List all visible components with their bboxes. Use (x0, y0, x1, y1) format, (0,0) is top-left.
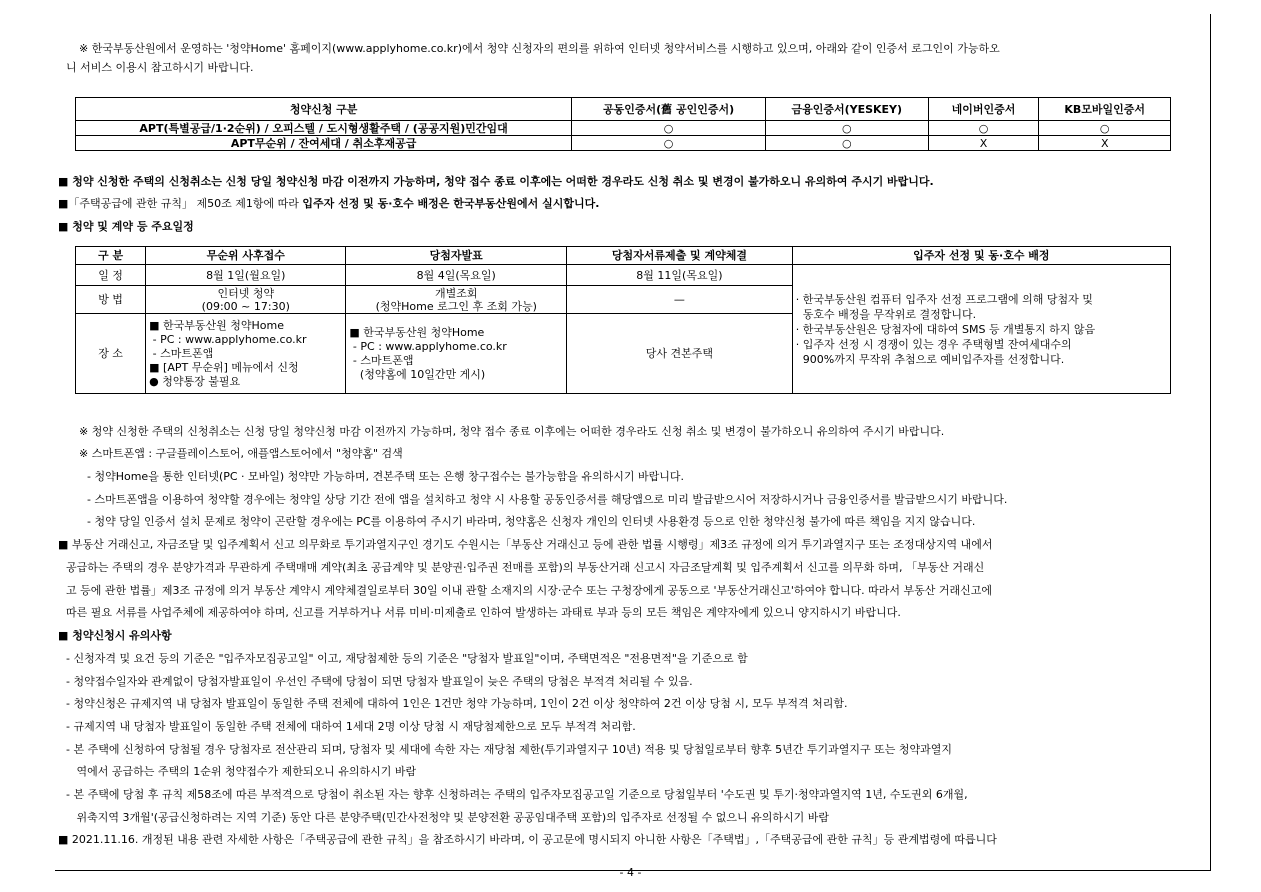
cell-line: 인터넷 청약 (217, 286, 275, 300)
table-cell: APT(특별공급/1·2순위) / 오피스텔 / 도시형생활주택 / (공공지원)민간임대 (76, 121, 572, 136)
note-line: ※ 청약 신청한 주택의 신청취소는 신청 당일 청약신청 마감 이전까지 가능하며, 청약 접수 종료 이후에는 어떠한 경우라도 신청 취소 및 변경이 불가하오니 유의하여 주시기 바랍니다. (79, 425, 945, 438)
cell-line: ■ 한국부동산원 청약Home (149, 318, 285, 332)
table-cell: 8월 4일(목요일) (346, 265, 567, 286)
assignment-line: · 한국부동산원은 당첨자에 대하여 SMS 등 개별통지 하지 않음 (795, 322, 1096, 336)
table-cell (146, 314, 346, 394)
caution-line: - 본 주택에 신청하여 당첨될 경우 당첨자로 전산관리 되며, 당첨자 및 세대에 속한 자는 재당첨 제한(투기과열지구 10년) 적용 및 당첨일로부터 향후 5년간 투기과열지구 또는 청약과열지 (66, 743, 953, 756)
caution-line: - 규제지역 내 당첨자 발표일이 동일한 주택 전체에 대하여 1세대 2명 이상 당첨 시 재당첨제한으로 모두 부적격 처리함. (66, 720, 636, 733)
table-cell: ○ (572, 121, 766, 136)
cell-line: ● 청약통장 불필요 (149, 374, 241, 388)
caution-line: - 청약접수일자와 관계없이 당첨자발표일이 우선인 주택에 당첨이 되면 당첨자 발표일이 늦은 주택의 당첨은 부적격 처리될 수 있음. (66, 675, 693, 688)
table-cell: 8월 11일(목요일) (567, 265, 793, 286)
note-line: - 청약Home을 통한 인터넷(PC · 모바일) 청약만 가능하며, 견본주택 또는 은행 창구접수는 불가능함을 유의하시기 바랍니다. (87, 470, 684, 483)
cell-line: ■ 한국부동산원 청약Home (349, 325, 485, 339)
cell-line: - PC : www.applyhome.co.kr (149, 332, 307, 346)
intro-line-1: ※ 한국부동산원에서 운영하는 '청약Home' 홈페이지(www.applyhome.co.kr)에서 청약 신청자의 편의를 위하여 인터넷 청약서비스를 시행하고 있으며, 아래와 같이 인증서 로그인이 가능하오 (79, 42, 1000, 55)
table-cell: X (1039, 136, 1171, 151)
table-header: 구 분 (76, 247, 146, 265)
caution-line: - 청약신청은 규제지역 내 당첨자 발표일이 동일한 주택 전체에 대하여 1인은 1건만 청약 가능하며, 1인이 2건 이상 청약하여 2건 이상 당첨 시, 모두 부적격 처리함. (66, 697, 848, 710)
table-header: 금융인증서(YESKEY) (765, 98, 928, 121)
table-cell: 당사 견본주택 (567, 314, 793, 394)
table-cell: ○ (1039, 121, 1171, 136)
assignment-line: · 한국부동산원 컴퓨터 입주자 선정 프로그램에 의해 당첨자 및 (795, 292, 1093, 306)
table-cell: 방 법 (76, 286, 146, 314)
certificate-table (75, 97, 1171, 151)
notice-assignment-prefix: ■「주택공급에 관한 규칙」 제50조 제1항에 따라 (58, 197, 303, 210)
table-cell (346, 286, 567, 314)
table-cell: APT무순위 / 잔여세대 / 취소후재공급 (76, 136, 572, 151)
cell-line: - PC : www.applyhome.co.kr (349, 339, 507, 353)
table-row (76, 121, 1171, 136)
notice-assignment-bold: 입주자 선정 및 동·호수 배정은 한국부동산원에서 실시합니다. (302, 197, 600, 210)
table-row (76, 136, 1171, 151)
schedule-title: ■ 청약 및 계약 등 주요일정 (58, 220, 194, 233)
realestate-line: 공급하는 주택의 경우 분양가격과 무관하게 주택매매 계약(최초 공급계약 및 분양권·입주권 전매를 포함)의 부동산거래 신고시 자금조달계획 및 입주계획서 신고를 의무화 하며, 「부동산 거래신 (66, 561, 985, 574)
cell-line: 개별조회 (434, 286, 478, 300)
table-header: KB모바일인증서 (1039, 98, 1171, 121)
table-header: 당첨자서류제출 및 계약체결 (567, 247, 793, 265)
note-line: - 청약 당일 인증서 설치 문제로 청약이 곤란할 경우에는 PC를 이용하여 주시기 바라며, 청약홈은 신청자 개인의 인터넷 사용환경 등으로 인한 청약신청 불가에 따른 책임을 지지 않습니다. (87, 515, 976, 528)
table-cell (146, 286, 346, 314)
assignment-cell (792, 265, 1170, 394)
table-cell: ○ (765, 136, 928, 151)
table-header-row (76, 247, 1171, 265)
cell-line: - 스마트폰앱 (149, 346, 214, 360)
note-line: - 스마트폰앱을 이용하여 청약할 경우에는 청약일 상당 기간 전에 앱을 설치하고 청약 시 사용할 공동인증서를 해당앱으로 미리 발급받으시어 저장하시거나 금융인증서를 발급받으시기 바랍니다. (87, 493, 1008, 506)
table-cell: ○ (928, 121, 1039, 136)
caution-line: - 본 주택에 당첨 후 규칙 제58조에 따른 부적격으로 당첨이 취소된 자는 향후 신청하려는 주택의 입주자모집공고일 기준으로 당첨일부터 '수도권 및 투기·청약과열지역 1년, 수도권외 6개월, (66, 788, 968, 801)
table-header: 입주자 선정 및 동·호수 배정 (792, 247, 1170, 265)
assignment-line: 동호수 배정을 무작위로 결정합니다. (795, 307, 977, 321)
caution-line: 역에서 공급하는 주택의 1순위 청약접수가 제한되오니 유의하시기 바람 (66, 765, 417, 778)
schedule-table (75, 246, 1171, 394)
realestate-line: ■ 부동산 거래신고, 자금조달 및 입주계획서 신고 의무화로 투기과열지구인 경기도 수원시는「부동산 거래신고 등에 관한 법률 시행령」제3조 규정에 의거 투기과열지구 또는 조정대상지역 내에서 (58, 538, 993, 551)
caution-line: - 신청자격 및 요건 등의 기준은 "입주자모집공고일" 이고, 재당첨제한 등의 기준은 "당첨자 발표일"이며, 주택면적은 "전용면적"을 기준으로 함 (66, 652, 748, 665)
assignment-line: 900%까지 무작위 추첨으로 예비입주자를 선정합니다. (795, 352, 1065, 366)
cell-line: (청약홈에 10일간만 게시) (349, 367, 486, 381)
cell-line: (청약Home 로그인 후 조회 가능) (375, 299, 537, 313)
table-header: 당첨자발표 (346, 247, 567, 265)
realestate-line: 고 등에 관한 법률」제3조 규정에 의거 부동산 계약시 계약체결일로부터 30일 이내 관할 소재지의 시장·군수 또는 구청장에게 공동으로 '부동산거래신고'하여야 합니다. 따라서 부동산 거래신고에 (66, 584, 993, 597)
caution-line: 위축지역 3개월'(공급신청하려는 지역 기준) 동안 다른 분양주택(민간사전청약 및 분양전환 공공임대주택 포함)의 입주자로 선정될 수 없으니 유의하시기 바람 (66, 811, 830, 824)
final-line: ■ 2021.11.16. 개정된 내용 관련 자세한 사항은「주택공급에 관한 규칙」을 참조하시기 바라며, 이 공고문에 명시되지 아니한 사항은「주택법」,「주택공급에 관한 규칙」등 관계법령에 따릅니다 (58, 833, 997, 846)
table-header: 청약신청 구분 (76, 98, 572, 121)
table-row (76, 265, 1171, 286)
assignment-line: · 입주자 선정 시 경쟁이 있는 경우 주택형별 잔여세대수의 (795, 337, 1072, 351)
table-cell: 장 소 (76, 314, 146, 394)
table-cell: ○ (572, 136, 766, 151)
cell-line: ■ [APT 무순위] 메뉴에서 신청 (149, 360, 299, 374)
table-header: 공동인증서(舊 공인인증서) (572, 98, 766, 121)
intro-line-2: 니 서비스 이용시 참고하시기 바랍니다. (66, 61, 254, 74)
page-number: - 4 - (619, 866, 642, 879)
cell-line: - 스마트폰앱 (349, 353, 414, 367)
table-header: 네이버인증서 (928, 98, 1039, 121)
table-cell: X (928, 136, 1039, 151)
table-cell: 8월 1일(월요일) (146, 265, 346, 286)
table-header-row (76, 98, 1171, 121)
table-cell: 일 정 (76, 265, 146, 286)
notice-assignment (58, 197, 599, 211)
table-cell: — (567, 286, 793, 314)
caution-title: ■ 청약신청시 유의사항 (58, 629, 172, 642)
table-cell (346, 314, 567, 394)
note-line: ※ 스마트폰앱 : 구글플레이스토어, 애플앱스토어에서 "청약홈" 검색 (79, 447, 403, 460)
cell-line: (09:00 ~ 17:30) (201, 299, 290, 313)
realestate-line: 따른 필요 서류를 사업주체에 제공하여야 하며, 신고를 거부하거나 서류 미비·미제출로 인하여 발생하는 과태료 부과 등의 모든 책임은 계약자에게 있으니 양지하시기 바랍니다. (66, 606, 901, 619)
table-cell: ○ (765, 121, 928, 136)
table-header: 무순위 사후접수 (146, 247, 346, 265)
notice-cancel: ■ 청약 신청한 주택의 신청취소는 신청 당일 청약신청 마감 이전까지 가능하며, 청약 접수 종료 이후에는 어떠한 경우라도 신청 취소 및 변경이 불가하오니 유의하여 주시기 바랍니다. (58, 175, 934, 188)
